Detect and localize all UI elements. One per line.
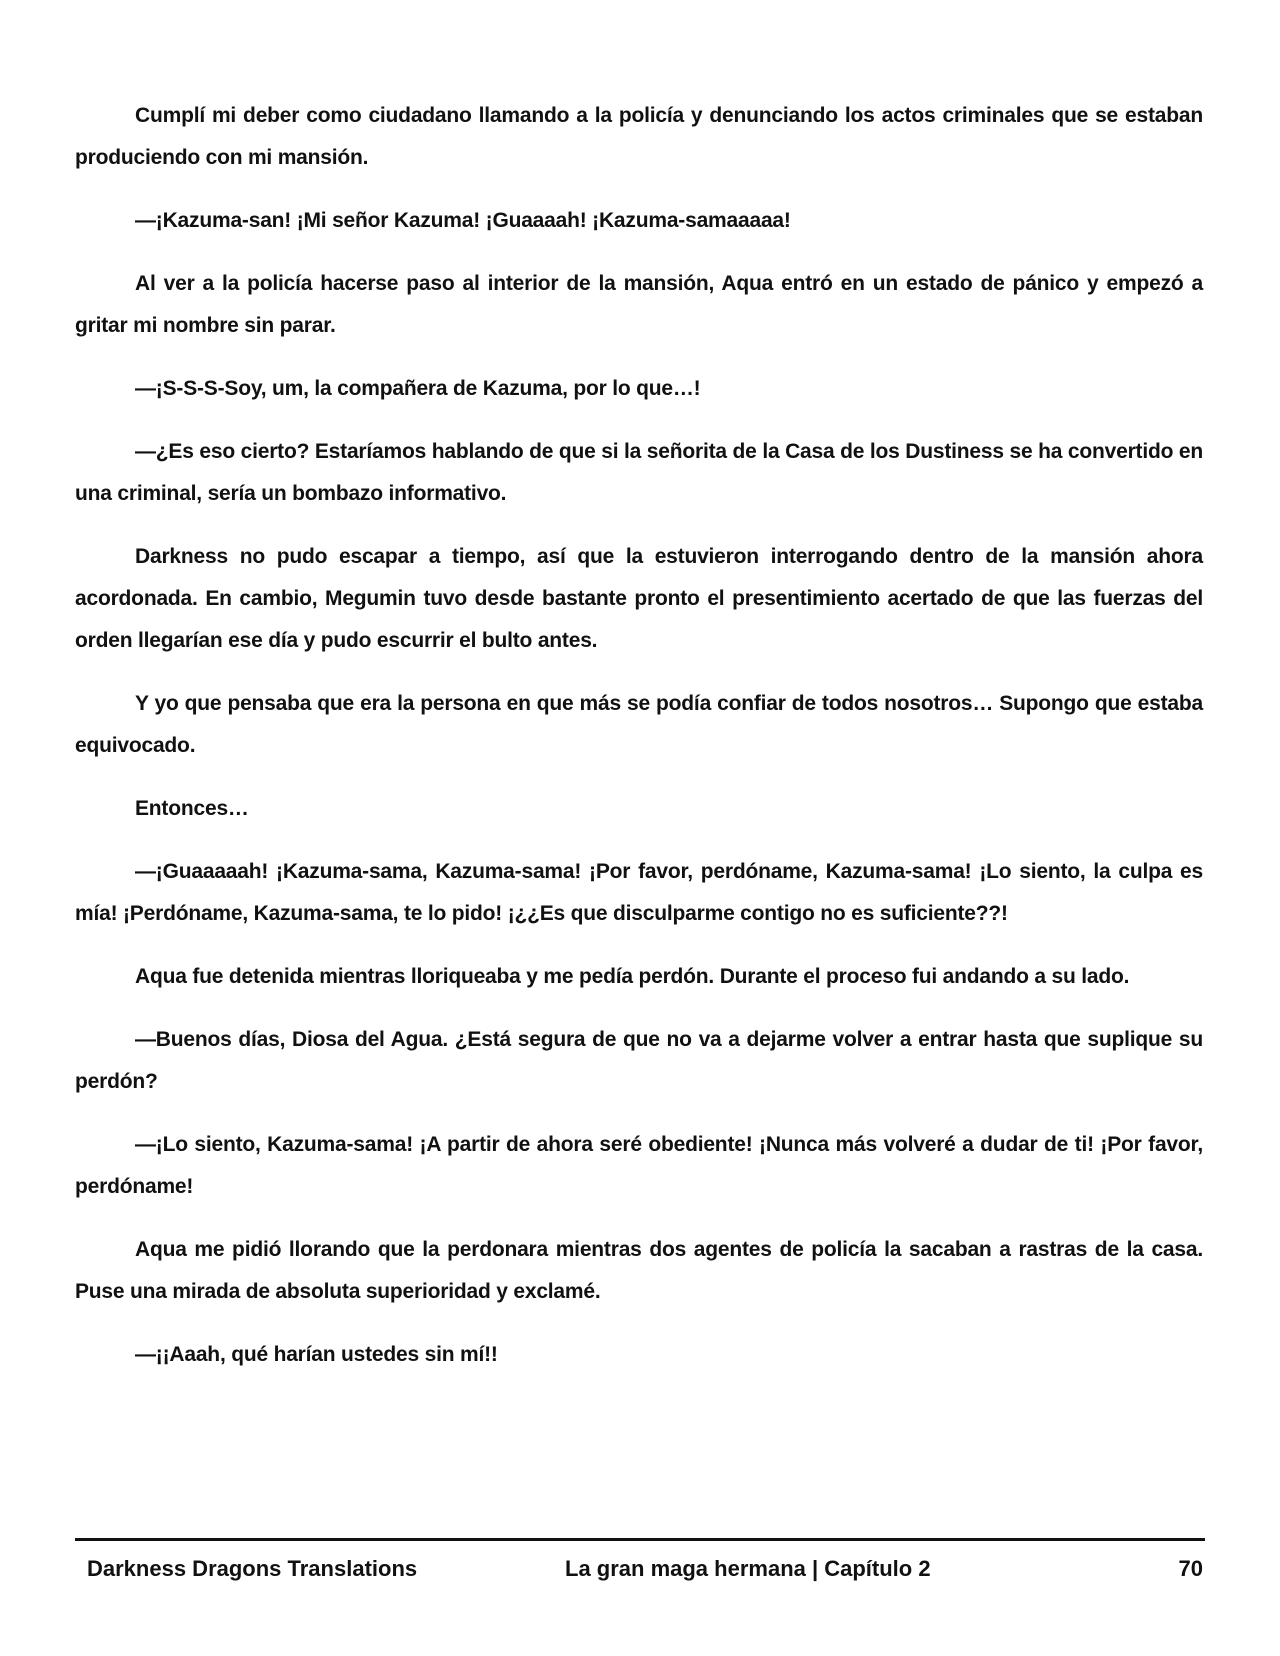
paragraph: Y yo que pensaba que era la persona en que más se podía confiar de todos nosotros… Supongo que estaba equivocado. xyxy=(75,692,1203,757)
page-footer xyxy=(87,1552,1203,1586)
paragraph: Cumplí mi deber como ciudadano llamando a la policía y denunciando los actos criminales que se estaban produciendo con mi mansión. xyxy=(75,104,1203,169)
paragraph: Al ver a la policía hacerse paso al interior de la mansión, Aqua entró en un estado de pánico y empezó a gritar mi nombre sin parar. xyxy=(75,272,1203,337)
footer-divider xyxy=(75,1538,1205,1541)
paragraph: Aqua me pidió llorando que la perdonara mientras dos agentes de policía la sacaban a rastras de la casa. Puse una mirada de absoluta superioridad y exclamé. xyxy=(75,1238,1203,1303)
footer-publisher: Darkness Dragons Translations xyxy=(87,1556,418,1581)
paragraph: Entonces… xyxy=(135,797,249,820)
footer-chapter-title: La gran maga hermana | Capítulo 2 xyxy=(565,1556,931,1581)
paragraph: Darkness no pudo escapar a tiempo, así que la estuvieron interrogando dentro de la mansión ahora acordonada. En cambio, Megumin tuvo desde bastante pronto el presentimiento acertado de que las fuerzas del orden llegarían ese día y pudo escurrir el bulto antes. xyxy=(75,545,1203,652)
paragraph: Aqua fue detenida mientras lloriqueaba y me pedía perdón. Durante el proceso fui andando a su lado. xyxy=(135,965,1130,988)
paragraph: —¡Guaaaaah! ¡Kazuma-sama, Kazuma-sama! ¡Por favor, perdóname, Kazuma-sama! ¡Lo siento, la culpa es mía! ¡Perdóname, Kazuma-sama, te lo pido! ¡¿¿Es que disculparme contigo no es suficiente??! xyxy=(75,860,1203,925)
paragraph: —Buenos días, Diosa del Agua. ¿Está segura de que no va a dejarme volver a entrar hasta que suplique su perdón? xyxy=(75,1028,1203,1093)
paragraph: —¿Es eso cierto? Estaríamos hablando de que si la señorita de la Casa de los Dustiness se ha convertido en una criminal, sería un bombazo informativo. xyxy=(75,440,1203,505)
paragraph: —¡Lo siento, Kazuma-sama! ¡A partir de ahora seré obediente! ¡Nunca más volveré a dudar de ti! ¡Por favor, perdóname! xyxy=(75,1133,1203,1198)
paragraph: —¡¡Aaah, qué harían ustedes sin mí!! xyxy=(135,1343,498,1366)
paragraph: —¡S-S-S-Soy, um, la compañera de Kazuma, por lo que…! xyxy=(135,377,701,400)
footer-page-number: 70 xyxy=(1178,1556,1203,1581)
paragraph: —¡Kazuma-san! ¡Mi señor Kazuma! ¡Guaaaah! ¡Kazuma-samaaaaa! xyxy=(135,209,791,232)
page-body xyxy=(75,95,1203,1397)
